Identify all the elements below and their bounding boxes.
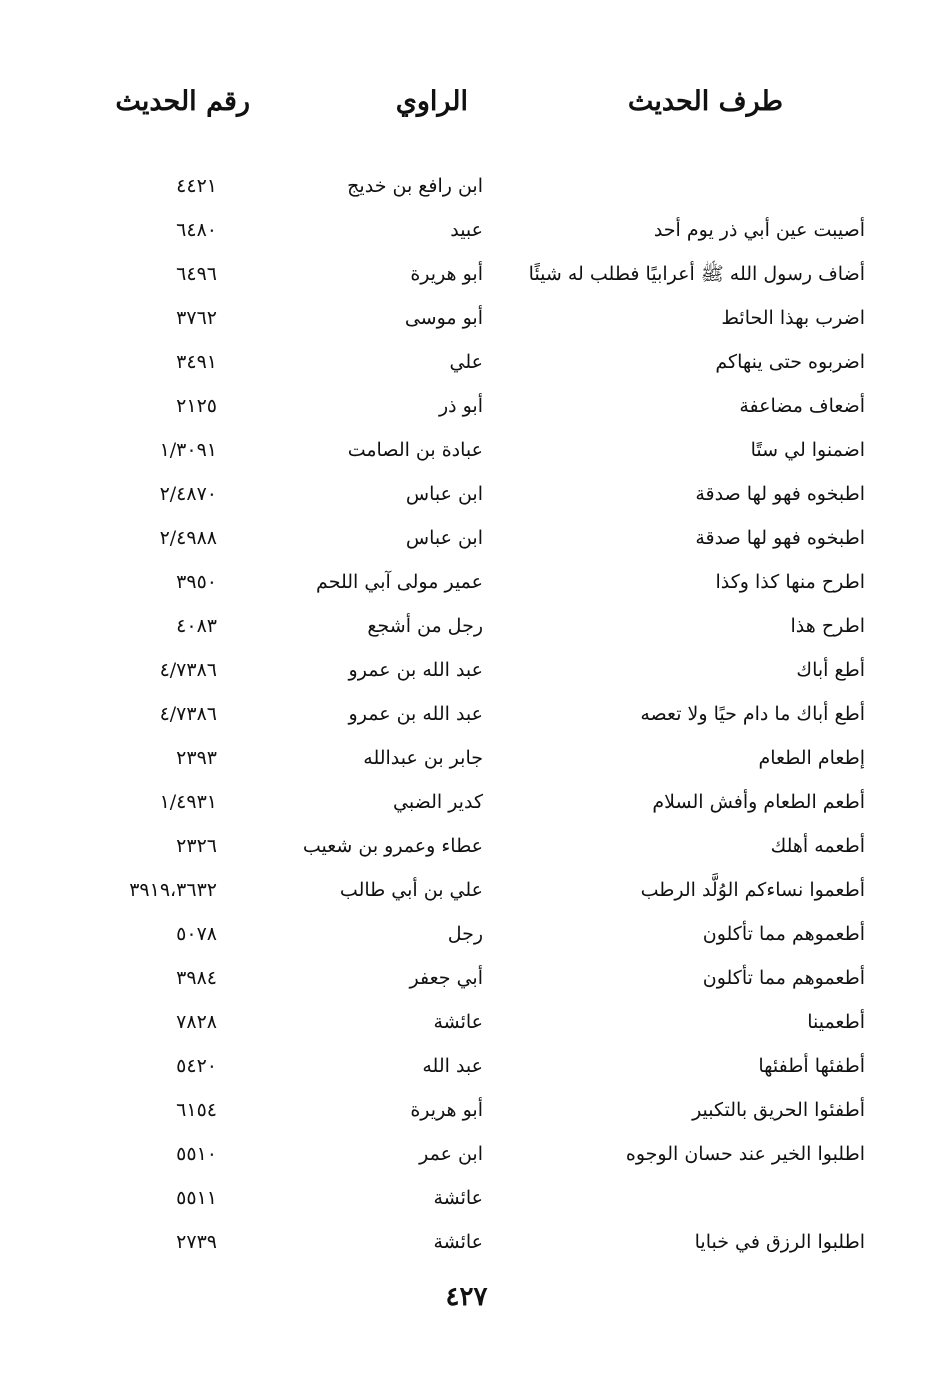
table-row xyxy=(0,166,933,210)
rawi-cell: أبو موسى xyxy=(404,307,483,329)
rawi-cell: جابر بن عبدالله xyxy=(363,747,483,769)
rawi-cell: عبد الله xyxy=(422,1055,483,1077)
hadith-cell: أضاف رسول الله ﷺ أعرابيًا فطلب له شيئًا xyxy=(528,263,865,285)
number-cell: ٧٨٢٨ xyxy=(176,1011,217,1033)
table-row xyxy=(0,738,933,782)
table-row xyxy=(0,1178,933,1222)
hadith-cell: أطفئوا الحريق بالتكبير xyxy=(692,1099,865,1121)
number-cell: ٥٥١١ xyxy=(176,1187,217,1209)
table-row xyxy=(0,1090,933,1134)
header-rawi: الراوي xyxy=(395,86,468,117)
number-cell: ٢/٤٩٨٨ xyxy=(159,527,217,549)
rawi-cell: كدير الضبي xyxy=(393,791,483,813)
hadith-cell: أطعمينا xyxy=(807,1011,865,1033)
rawi-cell: رجل xyxy=(447,923,483,945)
hadith-cell: اطرح هذا xyxy=(790,615,865,637)
rawi-cell: علي بن أبي طالب xyxy=(339,879,483,901)
number-cell: ٦١٥٤ xyxy=(176,1099,217,1121)
number-cell: ٣٩٨٤ xyxy=(176,967,217,989)
table-row xyxy=(0,1222,933,1266)
table-row xyxy=(0,474,933,518)
rawi-cell: أبو هريرة xyxy=(410,1099,483,1121)
number-cell: ٢١٢٥ xyxy=(176,395,217,417)
table-row xyxy=(0,518,933,562)
table-row xyxy=(0,562,933,606)
table-row xyxy=(0,914,933,958)
number-cell: ٢٣٩٣ xyxy=(176,747,217,769)
table-row xyxy=(0,210,933,254)
rawi-cell: عطاء وعمرو بن شعيب xyxy=(302,835,483,857)
rawi-cell: أبو هريرة xyxy=(410,263,483,285)
number-cell: ٤٤٢١ xyxy=(176,175,217,197)
table-row xyxy=(0,1002,933,1046)
table-row xyxy=(0,342,933,386)
number-cell: ٤٠٨٣ xyxy=(176,615,217,637)
table-row xyxy=(0,826,933,870)
hadith-cell: اطبخوه فهو لها صدقة xyxy=(695,483,865,505)
table-row xyxy=(0,606,933,650)
table-row xyxy=(0,1046,933,1090)
table-row xyxy=(0,782,933,826)
number-cell: ٢٣٢٦ xyxy=(176,835,217,857)
number-cell: ٣٩٥٠ xyxy=(176,571,217,593)
hadith-cell: أطع أباك ما دام حيًا ولا تعصه xyxy=(640,703,865,725)
table-row xyxy=(0,254,933,298)
table-row xyxy=(0,958,933,1002)
number-cell: ٥٥١٠ xyxy=(176,1143,217,1165)
header-number: رقم الحديث xyxy=(115,86,250,117)
rawi-cell: عبد الله بن عمرو xyxy=(348,659,483,681)
number-cell: ٦٤٩٦ xyxy=(176,263,217,285)
hadith-cell: أطفئها أطفئها xyxy=(758,1055,865,1077)
number-cell: ٣٤٩١ xyxy=(176,351,217,373)
rawi-cell: عائشة xyxy=(433,1011,483,1033)
table-row xyxy=(0,298,933,342)
hadith-cell: اطبخوه فهو لها صدقة xyxy=(695,527,865,549)
table-row xyxy=(0,1134,933,1178)
table-row xyxy=(0,650,933,694)
number-cell: ٤/٧٣٨٦ xyxy=(159,703,217,725)
rawi-cell: عبد الله بن عمرو xyxy=(348,703,483,725)
hadith-cell: اضمنوا لي ستًا xyxy=(750,439,865,461)
table-row xyxy=(0,430,933,474)
table-header xyxy=(0,86,933,136)
number-cell: ٤/٧٣٨٦ xyxy=(159,659,217,681)
rawi-cell: ابن رافع بن خديج xyxy=(347,175,483,197)
number-cell: ٢/٤٨٧٠ xyxy=(159,483,217,505)
rawi-cell: عائشة xyxy=(433,1231,483,1253)
number-cell: ٥٠٧٨ xyxy=(176,923,217,945)
rawi-cell: ابن عباس xyxy=(405,527,483,549)
rawi-cell: ابن عباس xyxy=(405,483,483,505)
number-cell: ١/٤٩٣١ xyxy=(159,791,217,813)
rawi-cell: عبادة بن الصامت xyxy=(347,439,483,461)
table-row xyxy=(0,870,933,914)
table-row xyxy=(0,694,933,738)
hadith-cell: اطلبوا الخير عند حسان الوجوه xyxy=(625,1143,865,1165)
hadith-cell: اضرب بهذا الحائط xyxy=(721,307,865,329)
page-number: ٤٢٧ xyxy=(445,1282,488,1312)
hadith-cell: اضربوه حتى ينهاكم xyxy=(715,351,865,373)
rawi-cell: ابن عمر xyxy=(419,1143,483,1165)
header-hadith: طرف الحديث xyxy=(627,86,783,117)
number-cell: ٦٤٨٠ xyxy=(176,219,217,241)
rawi-cell: أبي جعفر xyxy=(409,967,483,989)
number-cell: ٣٧٦٢ xyxy=(176,307,217,329)
number-cell: ٥٤٢٠ xyxy=(176,1055,217,1077)
hadith-cell: أطعموهم مما تأكلون xyxy=(702,967,865,989)
rawi-cell: عمير مولى آبي اللحم xyxy=(316,571,483,593)
rawi-cell: عبيد xyxy=(450,219,483,241)
hadith-cell: أصيبت عين أبي ذر يوم أحد xyxy=(653,219,865,241)
number-cell: ١/٣٠٩١ xyxy=(159,439,217,461)
hadith-cell: أطعم الطعام وأفش السلام xyxy=(652,791,865,813)
hadith-cell: اطلبوا الرزق في خبايا xyxy=(694,1231,865,1253)
rawi-cell: رجل من أشجع xyxy=(367,615,483,637)
hadith-cell: أطعموهم مما تأكلون xyxy=(702,923,865,945)
number-cell: ٣٩١٩،٣٦٣٢ xyxy=(129,879,217,901)
table-row xyxy=(0,386,933,430)
hadith-cell: إطعام الطعام xyxy=(758,747,865,769)
hadith-cell: أطع أباك xyxy=(796,659,865,681)
index-table xyxy=(0,166,933,1266)
hadith-cell: أضعاف مضاعفة xyxy=(739,395,865,417)
rawi-cell: عائشة xyxy=(433,1187,483,1209)
number-cell: ٢٧٣٩ xyxy=(176,1231,217,1253)
hadith-cell: أطعمه أهلك xyxy=(770,835,865,857)
hadith-cell: أطعموا نساءكم الوُلَّد الرطب xyxy=(640,879,865,901)
rawi-cell: أبو ذر xyxy=(438,395,483,417)
hadith-cell: اطرح منها كذا وكذا xyxy=(715,571,865,593)
rawi-cell: علي xyxy=(449,351,483,373)
